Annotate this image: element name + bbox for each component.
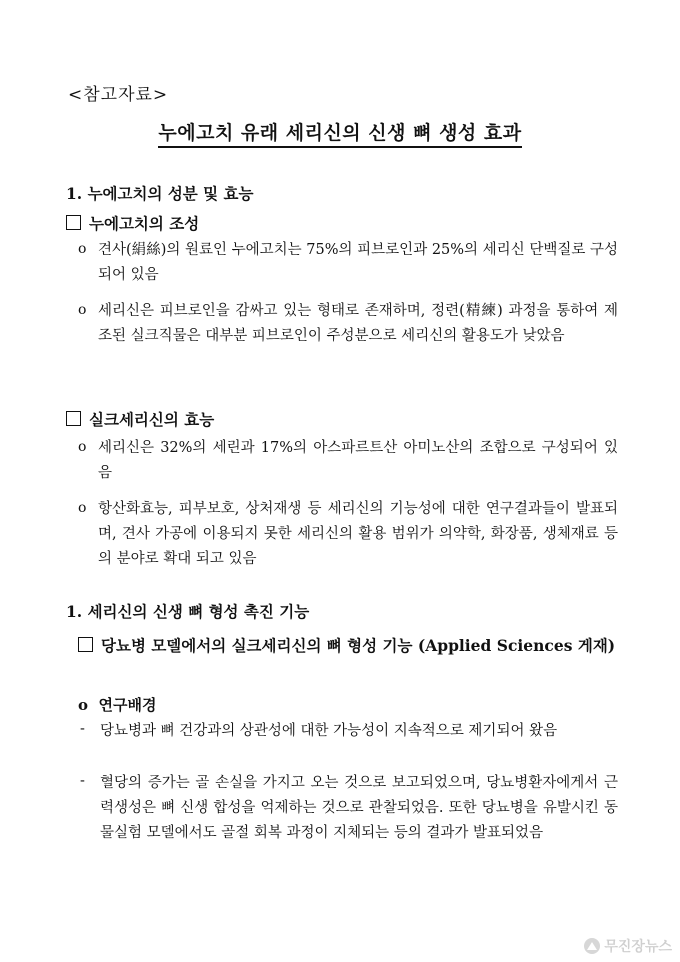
bullet-text: 항산화효능, 피부보호, 상처재생 등 세리신의 기능성에 대한 연구결과들이 발표되며, 견사 가공에 이용되지 못한 세리신의 활용 범위가 의약학, 화장품, 생체재료 등의 분야로 확대 되고 있음	[98, 501, 618, 567]
section-1-sub-1-heading-text: 누에고치의 조성	[89, 214, 200, 233]
bullet-icon: o	[78, 500, 87, 516]
dash-text: 당뇨병과 뼈 건강과의 상관성에 대한 가능성이 지속적으로 제기되어 왔음	[100, 723, 558, 739]
dash-icon: -	[80, 721, 85, 737]
dash-icon: -	[80, 773, 85, 789]
square-bullet-icon	[78, 637, 93, 652]
watermark-text: 무진장뉴스	[604, 939, 672, 955]
section-2-sub-1-heading-text: 당뇨병 모델에서의 실크세리신의 뼈 형성 기능 (Applied Sciences 게재)	[101, 636, 616, 655]
square-bullet-icon	[66, 215, 81, 230]
section-1-sub-2-heading-text: 실크세리신의 효능	[89, 410, 215, 429]
bullet-icon: o	[78, 696, 89, 714]
section-1-heading: 1. 누에고치의 성분 및 효능	[66, 184, 254, 203]
watermark-logo	[584, 936, 672, 956]
document-title	[0, 118, 680, 145]
section-2-heading: 1. 세리신의 신생 뼈 형성 촉진 기능	[66, 602, 310, 621]
section-1-sub-2-heading	[66, 408, 214, 430]
reference-label: <참고자료>	[68, 85, 169, 105]
bullet-icon: o	[78, 439, 87, 455]
section-2-sub-1-heading	[78, 633, 618, 659]
document-title-text: 누에고치 유래 세리신의 신생 뼈 생성 효과	[158, 122, 521, 148]
mountain-logo-icon	[584, 938, 600, 954]
bullet-text: 세리신은 피브로인을 감싸고 있는 형태로 존재하며, 정련(精練) 과정을 통하여 제조된 실크직물은 대부분 피브로인이 주성분으로 세리신의 활용도가 낮았음	[98, 303, 618, 344]
bullet-text: 견사(絹絲)의 원료인 누에고치는 75%의 피브로인과 25%의 세리신 단백질로 구성되어 있음	[98, 242, 618, 283]
bullet-icon: o	[78, 241, 87, 257]
research-background-heading	[78, 694, 156, 715]
bullet-text: 세리신은 32%의 세린과 17%의 아스파르트산 아미노산의 조합으로 구성되어 있음	[98, 440, 618, 481]
bullet-icon: o	[78, 302, 87, 318]
research-background-text: 연구배경	[98, 696, 157, 714]
square-bullet-icon	[66, 411, 81, 426]
section-1-sub-1-heading	[66, 212, 199, 234]
dash-text: 혈당의 증가는 골 손실을 가지고 오는 것으로 보고되었으며, 당뇨병환자에게서 근력생성은 뼈 신생 합성을 억제하는 것으로 관찰되었음. 또한 당뇨병을 유발시킨 동물실험 모델에서도 골절 회복 과정이 지체되는 등의 결과가 발표되었음	[100, 775, 618, 841]
